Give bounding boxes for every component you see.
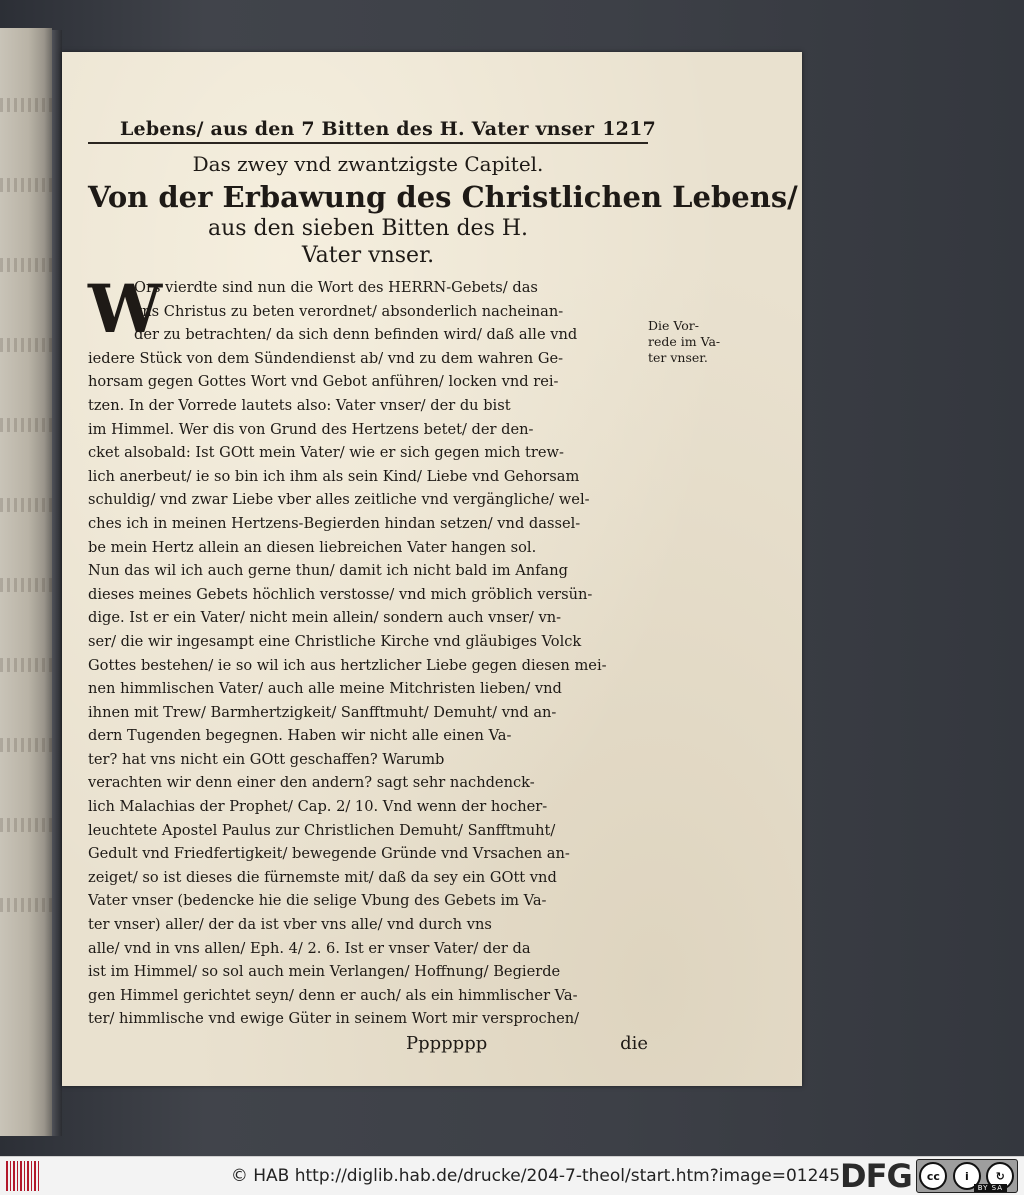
page-number: 1217 <box>602 118 656 140</box>
text-line: Nun das wil ich auch gerne thun/ damit ich nicht bald im Anfang <box>88 562 568 580</box>
text-line: verachten wir denn einer den andern? sagt sehr nachdenck- <box>88 774 535 792</box>
ghost-text <box>0 578 52 592</box>
text-line: Vater vnser (bedencke hie die selige Vbung des Gebets im Va- <box>88 892 547 910</box>
text-line: der zu betrachten/ da sich denn befinden wird/ daß alle vnd <box>134 326 578 344</box>
text-line: lich anerbeut/ ie so bin ich ihm als sein Kind/ Liebe vnd Gehorsam <box>88 467 580 485</box>
ghost-text <box>0 818 52 832</box>
text-line: ter? hat vns nicht ein GOtt geschaffen? Warumb <box>88 750 445 768</box>
chapter-heading: Das zwey vnd zwantzigste Capitel. <box>192 152 544 176</box>
text-line: be mein Hertz allein an diesen liebreichen Vater hangen sol. <box>88 538 537 556</box>
dfg-logo: DFG <box>840 1157 912 1195</box>
cc-license-badge[interactable] <box>916 1159 1018 1193</box>
ghost-text <box>0 898 52 912</box>
opening-paragraph <box>88 270 648 348</box>
permalink-link[interactable]: © HAB http://diglib.hab.de/drucke/204-7-theol/start.htm?image=01245 <box>230 1166 841 1186</box>
book-page <box>62 52 802 1086</box>
viewer-footer <box>0 1156 1024 1195</box>
chapter-subtitle-end: Vater vnser. <box>301 243 435 268</box>
marginal-note-line: Die Vor- <box>648 318 699 333</box>
chapter-subtitle: aus den sieben Bitten des H. <box>207 216 529 241</box>
share-alike-icon: ↻ <box>986 1162 1014 1190</box>
text-line: Gottes bestehen/ ie so wil ich aus hertzlicher Liebe gegen diesen mei- <box>88 656 607 674</box>
text-line: vns Christus zu beten verordnet/ absonderlich nacheinan- <box>134 302 564 320</box>
cc-icon: cc <box>919 1162 947 1190</box>
text-line: horsam gegen Gottes Wort vnd Gebot anführen/ locken vnd rei- <box>88 373 559 391</box>
text-line: leuchtete Apostel Paulus zur Christlichen Demuht/ Sanfftmuht/ <box>88 821 556 839</box>
ghost-text <box>0 258 52 272</box>
text-line: iedere Stück von dem Sündendienst ab/ vnd zu dem wahren Ge- <box>88 349 564 367</box>
text-line: ihnen mit Trew/ Barmhertzigkeit/ Sanfftmuht/ Demuht/ vnd an- <box>88 703 557 721</box>
ghost-text <box>0 498 52 512</box>
marginal-note-line: rede im Va- <box>648 334 721 349</box>
text-line: ist im Himmel/ so sol auch mein Verlangen/ Hoffnung/ Begierde <box>88 963 561 981</box>
text-line: ter/ himmlische vnd ewige Güter in seinem Wort mir versprochen/ <box>88 1010 580 1028</box>
ghost-text <box>0 338 52 352</box>
text-line: im Himmel. Wer dis von Grund des Hertzens betet/ der den- <box>88 420 534 438</box>
text-line: schuldig/ vnd zwar Liebe vber alles zeitliche vnd vergängliche/ wel- <box>88 491 590 509</box>
ghost-text <box>0 658 52 672</box>
text-line: tzen. In der Vorrede lautets also: Vater vnser/ der du bist <box>88 396 511 414</box>
catchword: die <box>620 1033 648 1054</box>
text-line: dern Tugenden begegnen. Haben wir nicht alle einen Va- <box>88 727 512 745</box>
running-head-title: Lebens/ aus den 7 Bitten des H. Vater vnser <box>120 118 595 140</box>
text-line: gen Himmel gerichtet seyn/ denn er auch/ als ein himmlischer Va- <box>88 986 578 1004</box>
text-line: dige. Ist er ein Vater/ nicht mein allein/ sondern auch vnser/ vn- <box>88 609 562 627</box>
running-head <box>88 118 656 144</box>
text-line: lich Malachias der Prophet/ Cap. 2/ 10. Vnd wenn der hocher- <box>88 798 548 816</box>
marginal-note <box>648 318 728 366</box>
signature-mark: Ppppppp <box>406 1033 488 1054</box>
hab-logo-icon <box>6 1161 39 1191</box>
text-line: nen himmlischen Vater/ auch alle meine Mitchristen lieben/ vnd <box>88 680 562 698</box>
text-line: cket alsobald: Ist GOtt mein Vater/ wie er sich gegen mich trew- <box>88 444 564 462</box>
text-line: zeiget/ so ist dieses die fürnemste mit/ daß da sey ein GOtt vnd <box>88 868 557 886</box>
text-line: ter vnser) aller/ der da ist vber vns alle/ vnd durch vns <box>88 916 492 934</box>
marginal-note-line: ter vnser. <box>648 350 708 365</box>
attribution-icon: i <box>953 1162 981 1190</box>
text-line: ser/ die wir ingesampt eine Christliche Kirche vnd gläubiges Volck <box>88 632 582 650</box>
body-text <box>88 270 648 1031</box>
ghost-text <box>0 98 52 112</box>
text-line: Ors vierdte sind nun die Wort des HERRN-Gebets/ das <box>134 279 538 296</box>
chapter-title: Von der Erbawung des Christlichen Lebens/ <box>88 180 798 214</box>
text-line: Gedult vnd Friedfertigkeit/ bewegende Gründe vnd Vrsachen an- <box>88 845 570 863</box>
drop-cap: W <box>88 270 163 348</box>
text-line: alle/ vnd in vns allen/ Eph. 4/ 2. 6. Ist er vnser Vater/ der da <box>88 939 531 957</box>
text-line: ches ich in meinen Hertzens-Begierden hindan setzen/ vnd dassel- <box>88 514 581 532</box>
license-label: BY SA <box>974 1184 1007 1192</box>
ghost-text <box>0 178 52 192</box>
ghost-text <box>0 418 52 432</box>
previous-page-edge <box>0 28 52 1136</box>
binding-gutter <box>52 30 62 1136</box>
text-line: dieses meines Gebets höchlich verstosse/ vnd mich gröblich versün- <box>88 585 593 603</box>
catchline <box>88 1033 648 1054</box>
ghost-text <box>0 738 52 752</box>
